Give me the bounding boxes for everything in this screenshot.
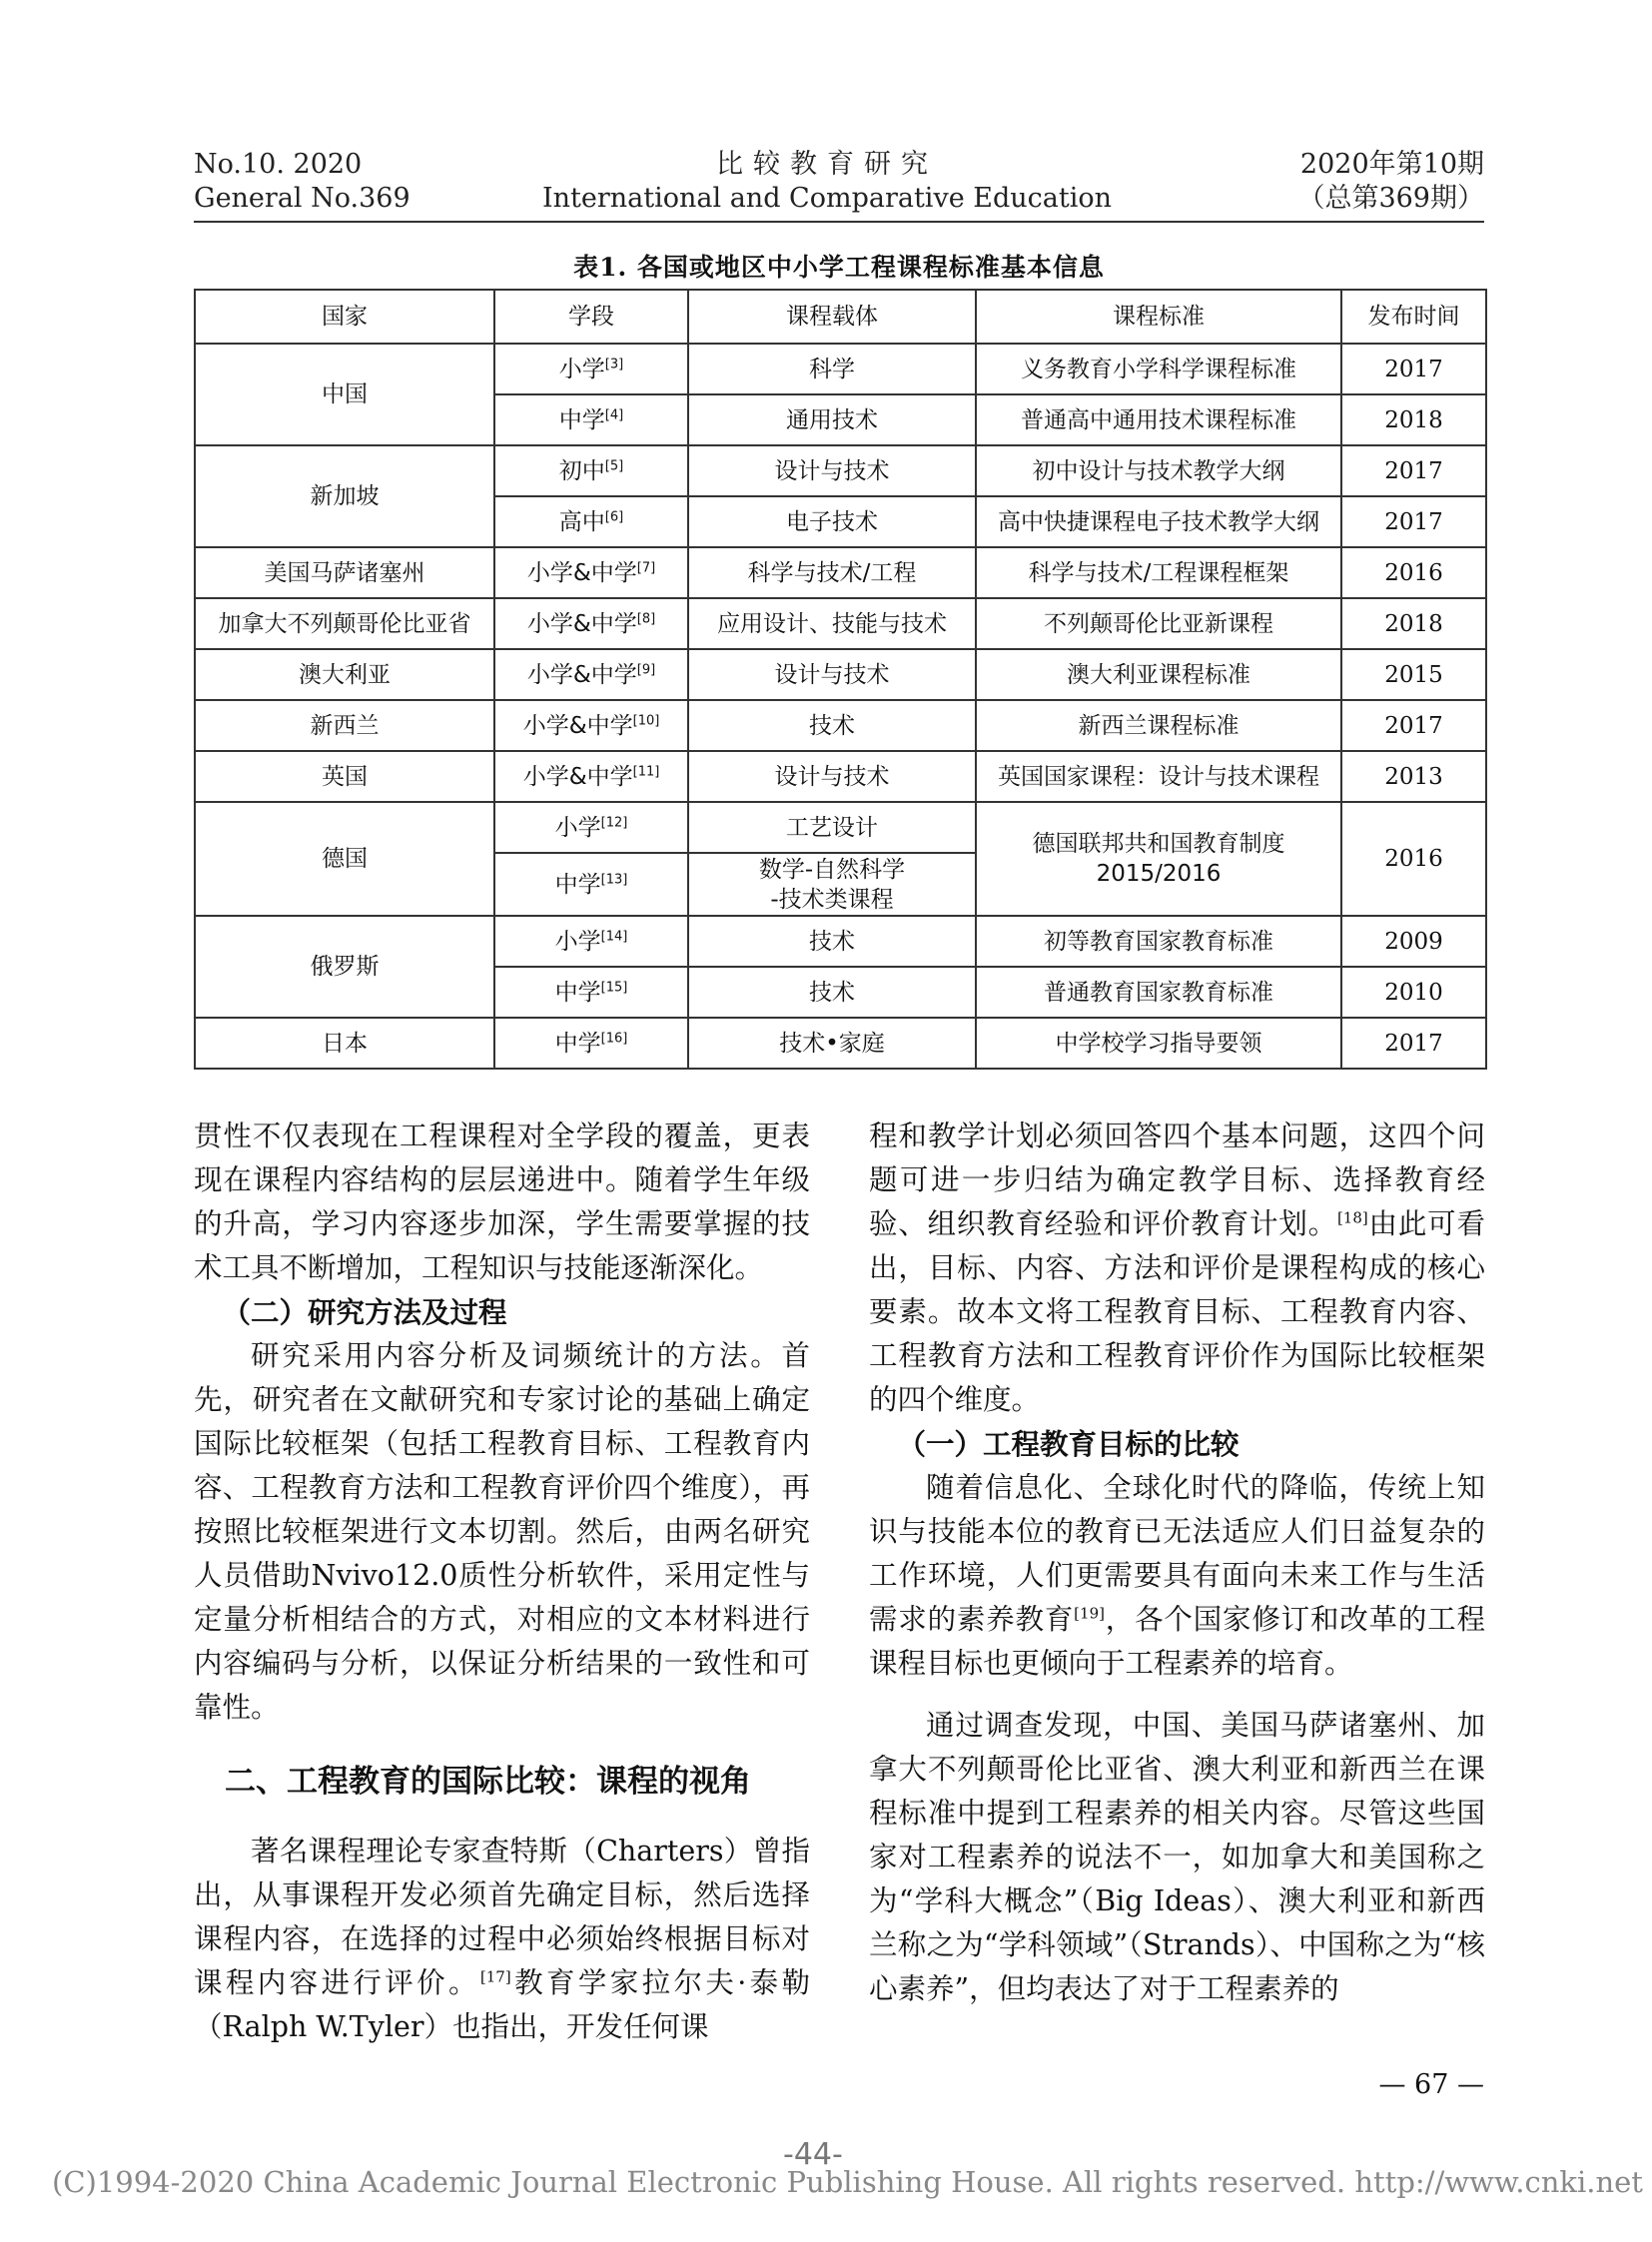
stage-cell: 小学&中学[9]	[494, 649, 688, 700]
stage-cell: 中学[16]	[494, 1018, 688, 1069]
section-heading: 二、工程教育的国际比较：课程的视角	[225, 1764, 751, 1800]
citation-ref: [14]	[600, 928, 628, 944]
stage-cell: 小学[12]	[494, 802, 688, 853]
standard-cell: 中学校学习指导要领	[976, 1018, 1341, 1069]
paragraph: 通过调查发现，中国、美国马萨诸塞州、加拿大不列颠哥伦比亚省、澳大利亚和新西兰在课程标准中提到工程素养的相关内容。尽管这些国家对工程素养的说法不一，如加拿大和美国称之为“学科大概念”（Big Ideas）、澳大利亚和新西兰称之为“学科领域”（Strands）、中国称之为“核心素养”，但均表达了对于工程素养的	[869, 1709, 1485, 2005]
country-cell: 俄罗斯	[195, 916, 494, 1018]
table-row	[195, 598, 1486, 649]
table-caption: 表1. 各国或地区中小学工程课程标准基本信息	[573, 253, 1105, 282]
table-row	[195, 751, 1486, 802]
country-cell: 德国	[195, 802, 494, 916]
stage-cell: 初中[5]	[494, 445, 688, 496]
table-row	[195, 1018, 1486, 1069]
table-row	[195, 649, 1486, 700]
paragraph: 随着信息化、全球化时代的降临，传统上知识与技能本位的教育已无法适应人们日益复杂的工作环境，人们更需要具有面向未来工作与生活需求的素养教育[19]，各个国家修订和改革的工程课程目标也更倾向于工程素养的培育。	[869, 1471, 1485, 1680]
standard-cell: 高中快捷课程电子技术教学大纲	[976, 496, 1341, 547]
general-cn: （总第369期）	[1297, 183, 1484, 214]
stage-cell: 小学&中学[10]	[494, 700, 688, 751]
stage-cell: 小学&中学[11]	[494, 751, 688, 802]
stage-cell: 小学&中学[7]	[494, 547, 688, 598]
year-cell: 2013	[1341, 751, 1486, 802]
carrier-cell: 技术	[688, 700, 976, 751]
paragraph: 研究采用内容分析及词频统计的方法。首先，研究者在文献研究和专家讨论的基础上确定国际比较框架（包括工程教育目标、工程教育内容、工程教育方法和工程教育评价四个维度），再按照比较框架进行文本切割。然后，由两名研究人员借助Nvivo12.0质性分析软件，采用定性与定量分析相结合的方式，对相应的文本材料进行内容编码与分析，以保证分析结果的一致性和可靠性。	[194, 1339, 810, 1724]
year-cell: 2017	[1341, 445, 1486, 496]
issue-cn: 2020年第10期	[1299, 149, 1484, 180]
standard-cell: 初中设计与技术教学大纲	[976, 445, 1341, 496]
year-cell: 2009	[1341, 916, 1486, 967]
country-cell: 新加坡	[195, 445, 494, 547]
year-cell: 2017	[1341, 496, 1486, 547]
standard-cell: 新西兰课程标准	[976, 700, 1341, 751]
country-cell: 澳大利亚	[195, 649, 494, 700]
standard-cell: 澳大利亚课程标准	[976, 649, 1341, 700]
citation-ref: [5]	[604, 457, 624, 473]
citation-ref: [9]	[636, 661, 656, 677]
paragraph: 著名课程理论专家查特斯（Charters）曾指出，从事课程开发必须首先确定目标，然后选择课程内容，在选择的过程中必须始终根据目标对课程内容进行评价。[17]教育学家拉尔夫·泰勒（Ralph W.Tyler）也指出，开发任何课	[194, 1835, 810, 2043]
stage-cell: 高中[6]	[494, 496, 688, 547]
stage-cell: 小学&中学[8]	[494, 598, 688, 649]
standard-cell: 义务教育小学科学课程标准	[976, 344, 1341, 394]
citation-ref: [13]	[600, 871, 628, 887]
standard-cell: 初等教育国家教育标准	[976, 916, 1341, 967]
carrier-cell: 工艺设计	[688, 802, 976, 853]
section-subheading: （一）工程教育目标的比较	[897, 1427, 1239, 1461]
year-cell: 2017	[1341, 344, 1486, 394]
standard-cell: 普通高中通用技术课程标准	[976, 394, 1341, 445]
carrier-cell: 通用技术	[688, 394, 976, 445]
carrier-cell: 设计与技术	[688, 445, 976, 496]
citation-ref: [19]	[1074, 1604, 1105, 1623]
table-row	[195, 547, 1486, 598]
table-row	[195, 916, 1486, 967]
journal-issue-right	[1297, 148, 1484, 216]
carrier-cell: 电子技术	[688, 496, 976, 547]
citation-ref: [18]	[1336, 1208, 1368, 1227]
carrier-cell: 数学-自然科学 -技术类课程	[688, 853, 976, 916]
col-header-stage: 学段	[494, 290, 688, 344]
header-divider	[194, 221, 1484, 223]
copyright-footer: (C)1994-2020 China Academic Journal Electronic Publishing House. All rights reserved. http://www.cnki.net	[52, 2165, 1643, 2199]
standard-cell: 普通教育国家教育标准	[976, 967, 1341, 1018]
col-header-carrier: 课程载体	[688, 290, 976, 344]
country-cell: 中国	[195, 344, 494, 445]
table-row	[195, 802, 1486, 853]
paragraph: 贯性不仅表现在工程课程对全学段的覆盖，更表现在课程内容结构的层层递进中。随着学生年级的升高，学习内容逐步加深，学生需要掌握的技术工具不断增加，工程知识与技能逐渐深化。	[194, 1120, 810, 1284]
citation-ref: [6]	[604, 508, 624, 524]
citation-ref: [16]	[600, 1030, 628, 1046]
carrier-cell: 科学与技术/工程	[688, 547, 976, 598]
body-column-left	[194, 1115, 810, 2049]
stage-cell: 中学[4]	[494, 394, 688, 445]
year-cell: 2018	[1341, 598, 1486, 649]
carrier-cell: 技术	[688, 967, 976, 1018]
carrier-cell: 科学	[688, 344, 976, 394]
print-page-number: -44-	[783, 2137, 843, 2172]
carrier-cell: 设计与技术	[688, 649, 976, 700]
stage-cell: 中学[15]	[494, 967, 688, 1018]
citation-ref: [4]	[604, 406, 624, 422]
citation-ref: [15]	[600, 979, 628, 995]
issue-number: No.10. 2020	[194, 149, 363, 180]
table-row	[195, 445, 1486, 496]
standard-cell: 科学与技术/工程课程框架	[976, 547, 1341, 598]
citation-ref: [11]	[632, 763, 660, 779]
journal-title	[519, 148, 1135, 216]
citation-ref: [10]	[632, 712, 660, 728]
standard-cell: 德国联邦共和国教育制度 2015/2016	[976, 802, 1341, 916]
citation-ref: [3]	[604, 356, 624, 372]
col-header-year: 发布时间	[1341, 290, 1486, 344]
year-cell: 2015	[1341, 649, 1486, 700]
country-cell: 日本	[195, 1018, 494, 1069]
country-cell: 加拿大不列颠哥伦比亚省	[195, 598, 494, 649]
citation-ref: [7]	[636, 559, 656, 575]
standard-cell: 不列颠哥伦比亚新课程	[976, 598, 1341, 649]
carrier-cell: 设计与技术	[688, 751, 976, 802]
stage-cell: 小学[14]	[494, 916, 688, 967]
carrier-cell: 技术•家庭	[688, 1018, 976, 1069]
country-cell: 新西兰	[195, 700, 494, 751]
journal-title-en: International and Comparative Education	[541, 183, 1112, 214]
curriculum-standards-table	[194, 289, 1487, 1070]
year-cell: 2016	[1341, 802, 1486, 916]
citation-ref: [17]	[479, 1967, 511, 1986]
citation-ref: [12]	[600, 814, 628, 830]
journal-issue-left	[194, 148, 411, 216]
year-cell: 2016	[1341, 547, 1486, 598]
col-header-standard: 课程标准	[976, 290, 1341, 344]
page-number: — 67 —	[1378, 2069, 1484, 2100]
country-cell: 美国马萨诸塞州	[195, 547, 494, 598]
stage-cell: 小学[3]	[494, 344, 688, 394]
stage-cell: 中学[13]	[494, 853, 688, 916]
citation-ref: [8]	[636, 610, 656, 626]
table-row	[195, 344, 1486, 394]
general-number: General No.369	[194, 183, 411, 214]
paragraph: 程和教学计划必须回答四个基本问题，这四个问题可进一步归结为确定教学目标、选择教育经验、组织教育经验和评价教育计划。[18]由此可看出，目标、内容、方法和评价是课程构成的核心要素。故本文将工程教育目标、工程教育内容、工程教育方法和工程教育评价作为国际比较框架的四个维度。	[869, 1120, 1485, 1416]
carrier-cell: 技术	[688, 916, 976, 967]
standard-cell: 英国国家课程：设计与技术课程	[976, 751, 1341, 802]
col-header-country: 国家	[195, 290, 494, 344]
section-subheading: （二）研究方法及过程	[222, 1295, 507, 1329]
table-header-row	[195, 290, 1486, 344]
year-cell: 2018	[1341, 394, 1486, 445]
year-cell: 2010	[1341, 967, 1486, 1018]
carrier-cell: 应用设计、技能与技术	[688, 598, 976, 649]
country-cell: 英国	[195, 751, 494, 802]
table-row	[195, 700, 1486, 751]
journal-title-cn: 比较教育研究	[716, 149, 938, 180]
body-column-right	[869, 1115, 1485, 2011]
year-cell: 2017	[1341, 1018, 1486, 1069]
year-cell: 2017	[1341, 700, 1486, 751]
